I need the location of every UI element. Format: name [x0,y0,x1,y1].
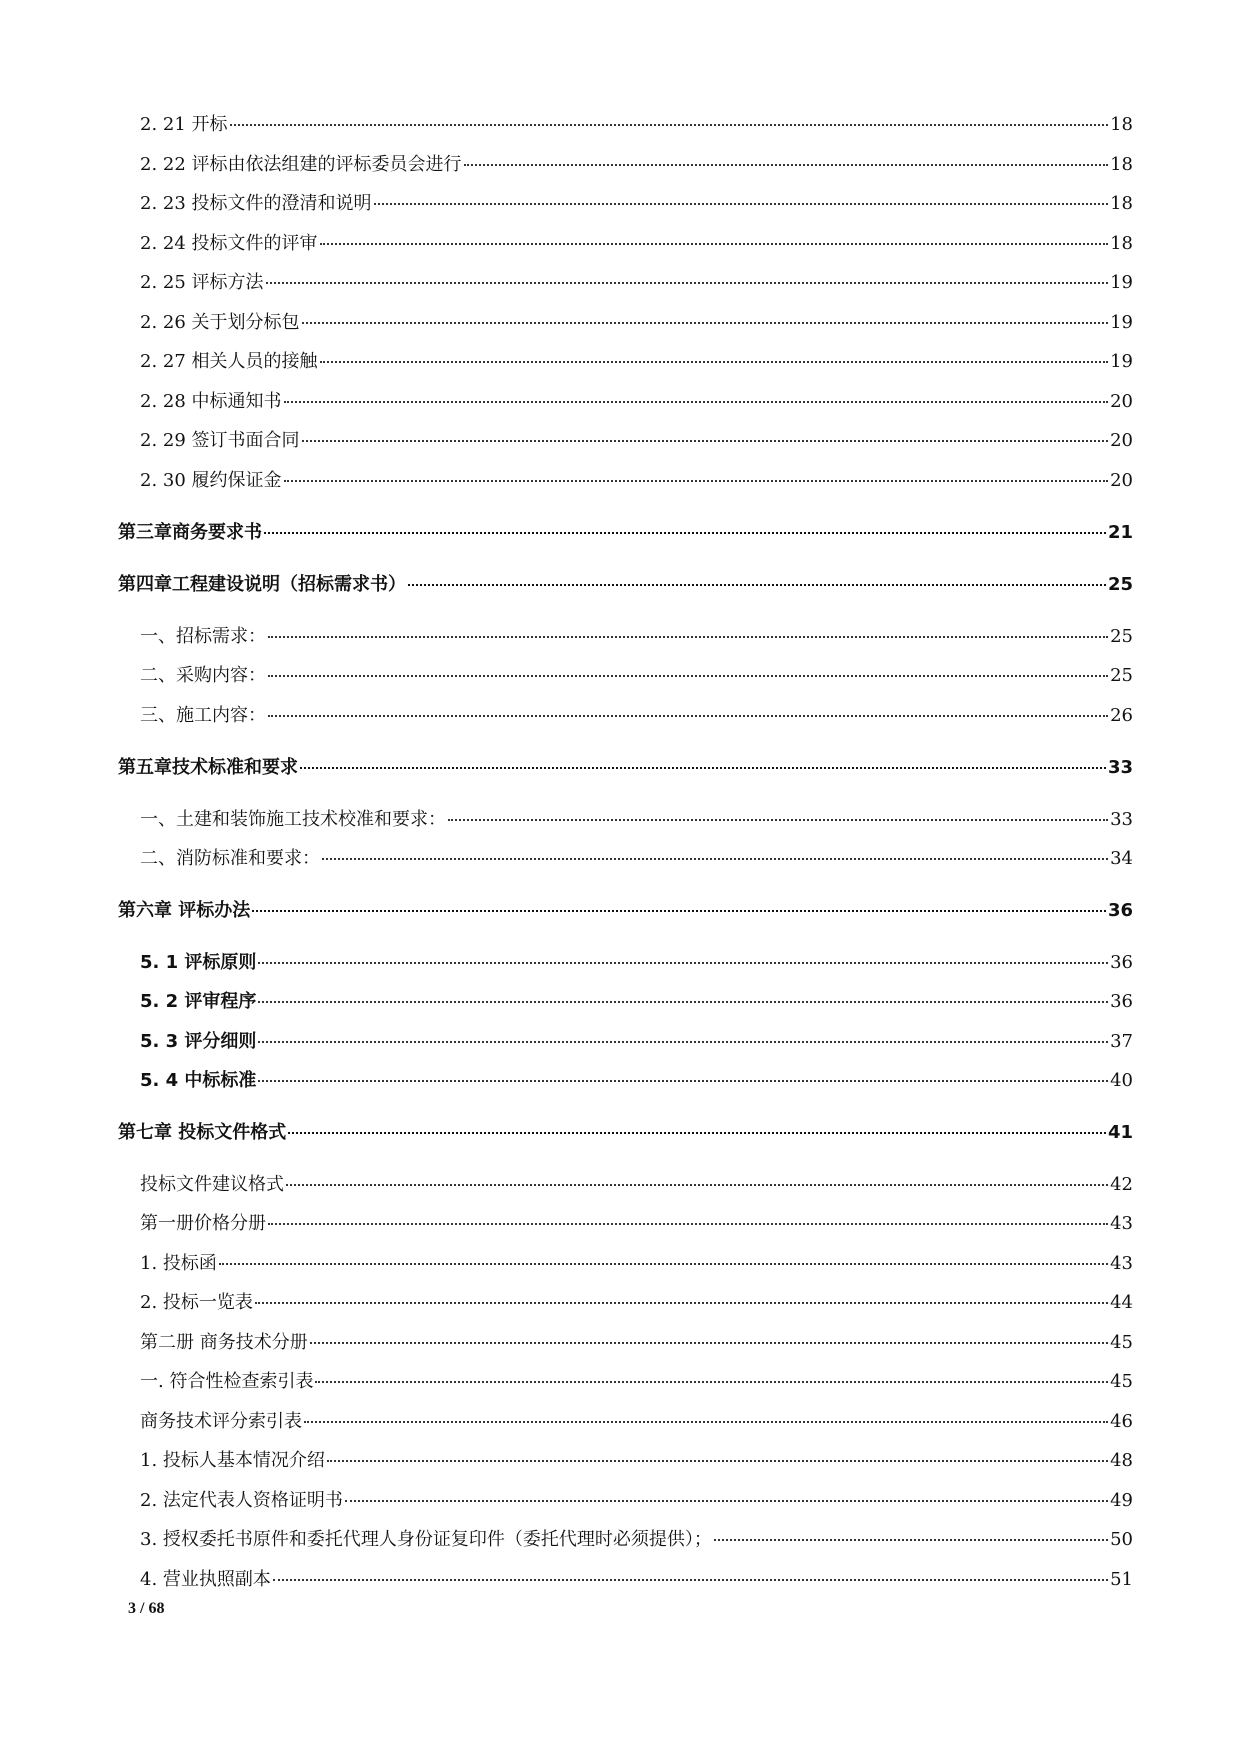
toc-entry-label: 2. 23 投标文件的澄清和说明 [140,193,372,214]
toc-entry[interactable] [140,232,1133,256]
toc-entry[interactable] [140,951,1133,975]
toc-dot-leader [302,440,1109,442]
toc-entry[interactable] [140,847,1133,871]
toc-entry-page: 36 [1110,952,1133,973]
toc-entry-page: 43 [1110,1213,1133,1234]
toc-dot-leader [286,1184,1108,1186]
toc-entry-page: 18 [1110,114,1133,135]
toc-entry-page: 48 [1110,1450,1133,1471]
toc-entry-page: 19 [1110,312,1133,333]
toc-entry-label: 2. 26 关于划分标包 [140,312,300,333]
toc-dot-leader [258,1041,1108,1043]
toc-entry-page: 51 [1110,1569,1133,1590]
toc-dot-leader [268,636,1108,638]
toc-dot-leader [300,767,1106,769]
toc-entry-page: 33 [1110,809,1133,830]
toc-entry-page: 50 [1110,1529,1133,1550]
toc-dot-leader [448,819,1108,821]
toc-chapter[interactable] [118,521,1133,545]
toc-entry[interactable] [140,1568,1133,1592]
toc-entry-label: 5. 3 评分细则 [140,1031,257,1052]
toc-chapter-label: 第四章工程建设说明（招标需求书） [118,574,406,595]
toc-entry-label: 商务技术评分索引表 [140,1411,302,1432]
toc-dot-leader [284,480,1109,482]
toc-entry-label: 2. 30 履约保证金 [140,470,282,491]
toc-dot-leader [255,1302,1108,1304]
toc-entry-label: 三、施工内容： [140,705,266,726]
toc-dot-leader [714,1539,1108,1541]
toc-entry[interactable] [140,990,1133,1014]
toc-chapter-label: 第七章 投标文件格式 [118,1122,287,1143]
toc-entry-page: 40 [1110,1070,1133,1091]
toc-entry-page: 25 [1110,626,1133,647]
toc-chapter[interactable] [118,756,1133,780]
toc-chapter-page: 41 [1107,1122,1133,1143]
toc-chapter-page: 25 [1107,574,1133,595]
toc-entry-label: 2. 法定代表人资格证明书 [140,1490,343,1511]
toc-entry-page: 25 [1110,665,1133,686]
toc-chapter-page: 21 [1107,522,1133,543]
page-indicator: 3 / 68 [128,1600,165,1617]
toc-entry-label: 2. 21 开标 [140,114,228,135]
toc-entry-label: 第一册价格分册 [140,1213,266,1234]
toc-dot-leader [464,164,1109,166]
toc-entry-label: 1. 投标人基本情况介绍 [140,1450,325,1471]
toc-dot-leader [320,243,1109,245]
toc-entry-label: 一、招标需求： [140,626,266,647]
toc-entry[interactable] [140,1370,1133,1394]
toc-dot-leader [273,1579,1108,1581]
toc-entry[interactable] [140,1489,1133,1513]
toc-entry-page: 45 [1110,1371,1133,1392]
toc-entry[interactable] [140,1252,1133,1276]
toc-entry-page: 43 [1110,1253,1133,1274]
toc-entry-page: 18 [1110,154,1133,175]
toc-entry-label: 一. 符合性检查索引表 [140,1371,314,1392]
toc-entry-label: 二、消防标准和要求： [140,848,320,869]
toc-dot-leader [302,322,1109,324]
toc-entry[interactable] [140,311,1133,335]
toc-entry-label: 5. 1 评标原则 [140,952,257,973]
toc-entry-label: 5. 2 评审程序 [140,991,257,1012]
toc-entry[interactable] [140,429,1133,453]
toc-entry-label: 3. 授权委托书原件和委托代理人身份证复印件（委托代理时必须提供）； [140,1529,712,1550]
toc-entry-page: 20 [1110,470,1133,491]
toc-entry[interactable] [140,1410,1133,1434]
toc-chapter-label: 第五章技术标准和要求 [118,757,298,778]
toc-dot-leader [288,1132,1106,1134]
toc-entry-label: 投标文件建议格式 [140,1174,284,1195]
toc-entry[interactable] [140,1291,1133,1315]
toc-entry[interactable] [140,625,1133,649]
toc-entry[interactable] [140,1528,1133,1552]
toc-entry-page: 20 [1110,430,1133,451]
toc-entry-label: 2. 27 相关人员的接触 [140,351,318,372]
toc-chapter[interactable] [118,899,1133,923]
toc-dot-leader [264,532,1106,534]
toc-entry[interactable] [140,271,1133,295]
toc-entry-page: 34 [1110,848,1133,869]
toc-entry-label: 5. 4 中标标准 [140,1070,257,1091]
toc-entry-page: 45 [1110,1332,1133,1353]
toc-entry-label: 1. 投标函 [140,1253,217,1274]
toc-entry[interactable] [140,153,1133,177]
toc-entry[interactable] [140,350,1133,374]
toc-dot-leader [320,361,1109,363]
toc-entry-label: 4. 营业执照副本 [140,1569,271,1590]
toc-dot-leader [310,1342,1108,1344]
toc-dot-leader [304,1421,1108,1423]
toc-dot-leader [374,203,1109,205]
toc-chapter-label: 第六章 评标办法 [118,900,251,921]
toc-entry-page: 19 [1110,351,1133,372]
toc-entry[interactable] [140,1030,1133,1054]
toc-entry[interactable] [140,704,1133,728]
toc-dot-leader [268,715,1108,717]
toc-dot-leader [327,1460,1108,1462]
toc-dot-leader [345,1500,1108,1502]
toc-chapter-page: 33 [1107,757,1133,778]
toc-entry-page: 20 [1110,391,1133,412]
toc-entry-page: 49 [1110,1490,1133,1511]
toc-entry[interactable] [140,192,1133,216]
toc-chapter[interactable] [118,573,1133,597]
toc-entry[interactable] [140,390,1133,414]
toc-dot-leader [268,675,1108,677]
toc-dot-leader [252,910,1106,912]
toc-entry-label: 2. 25 评标方法 [140,272,264,293]
toc-entry-page: 19 [1110,272,1133,293]
toc-entry[interactable] [140,113,1133,137]
toc-entry-label: 2. 24 投标文件的评审 [140,233,318,254]
toc-entry-label: 2. 28 中标通知书 [140,391,282,412]
toc-dot-leader [230,124,1109,126]
toc-dot-leader [322,858,1108,860]
toc-chapter[interactable] [118,1121,1133,1145]
toc-entry[interactable] [140,469,1133,493]
toc-entry[interactable] [140,1212,1133,1236]
toc-dot-leader [315,1381,1108,1383]
toc-entry-page: 42 [1110,1174,1133,1195]
toc-chapter-label: 第三章商务要求书 [118,522,262,543]
toc-entry[interactable] [140,664,1133,688]
toc-dot-leader [258,962,1108,964]
toc-entry-label: 2. 29 签订书面合同 [140,430,300,451]
toc-dot-leader [284,401,1109,403]
toc-entry[interactable] [140,1449,1133,1473]
toc-entry[interactable] [140,1173,1133,1197]
toc-entry-page: 44 [1110,1292,1133,1313]
toc-chapter-page: 36 [1107,900,1133,921]
toc-entry-label: 2. 22 评标由依法组建的评标委员会进行 [140,154,462,175]
toc-entry-label: 第二册 商务技术分册 [140,1332,308,1353]
toc-entry[interactable] [140,1069,1133,1093]
toc-entry-page: 46 [1110,1411,1133,1432]
toc-dot-leader [268,1223,1108,1225]
toc-entry-label: 二、采购内容： [140,665,266,686]
toc-entry-page: 37 [1110,1031,1133,1052]
toc-entry-label: 一、土建和装饰施工技术校准和要求： [140,809,446,830]
toc-entry-page: 36 [1110,991,1133,1012]
toc-entry-page: 18 [1110,233,1133,254]
toc-entry[interactable] [140,808,1133,832]
toc-dot-leader [258,1080,1108,1082]
toc-entry-page: 26 [1110,705,1133,726]
toc-entry-label: 2. 投标一览表 [140,1292,253,1313]
toc-dot-leader [266,282,1109,284]
toc-entry-page: 18 [1110,193,1133,214]
toc-dot-leader [408,584,1106,586]
toc-entry[interactable] [140,1331,1133,1355]
toc-dot-leader [258,1001,1108,1003]
toc-dot-leader [219,1263,1108,1265]
